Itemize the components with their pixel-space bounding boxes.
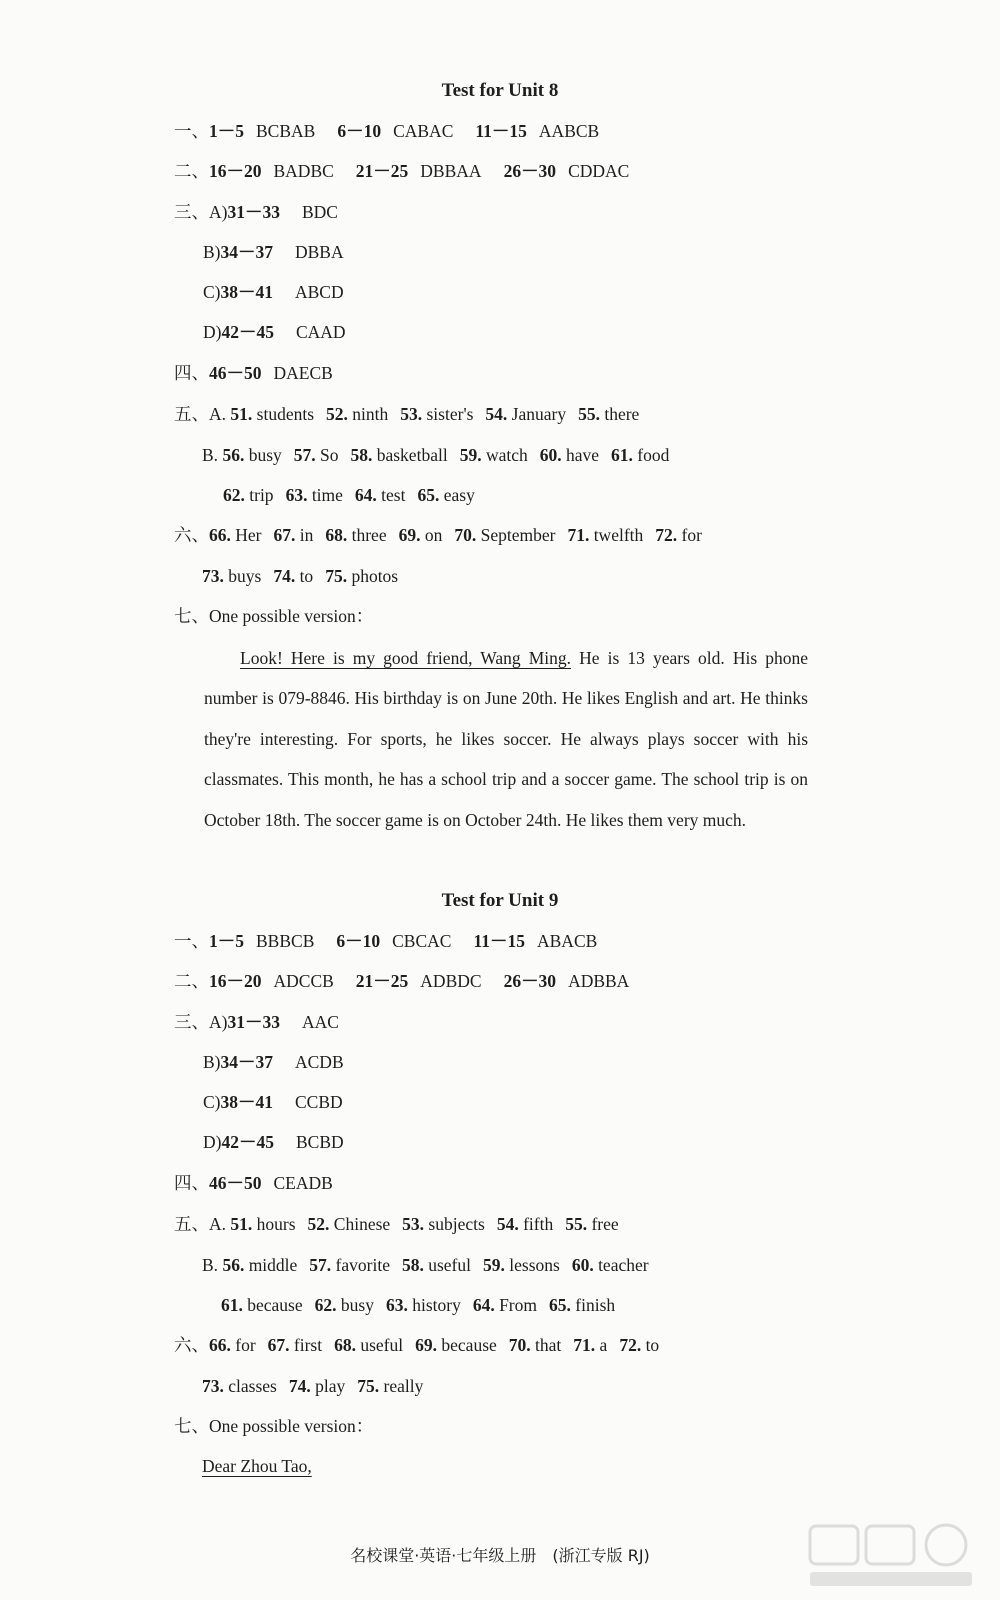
unit8-essay (204, 638, 808, 840)
unit9-letter-salutation: Dear Zhou Tao, (202, 1456, 312, 1476)
unit9-section3-a: 三、A)31－33 AAC (174, 1012, 339, 1032)
unit9-section3-b: B)34－37 ACDB (203, 1052, 344, 1072)
unit8-section5-line3: 62. trip 63. time 64. test 65. easy (223, 485, 475, 505)
unit9-section7-label: 七、One possible version： (174, 1416, 374, 1436)
unit8-section3-d: D)42－45 CAAD (203, 322, 346, 342)
unit8-section3-c: C)38－41 ABCD (203, 282, 344, 302)
page-footer: 名校课堂·英语·七年级上册 (浙江专版 RJ) (350, 1546, 650, 1565)
unit9-title: Test for Unit 9 (441, 890, 559, 911)
unit8-section2: 二、16－20 BADBC 21－25 DBBAA 26－30 CDDAC (174, 161, 630, 181)
unit9-section5-line3: 61. because 62. busy 63. history 64. From 65. finish (221, 1295, 616, 1315)
unit8-section5-line1: 五、A. 51. students 52. ninth 53. sister's 54. January 55. there (174, 404, 640, 424)
unit8-section3-b: B)34－37 DBBA (203, 242, 344, 262)
unit9-section5-line2: B. 56. middle 57. favorite 58. useful 59. lessons 60. teacher (202, 1255, 649, 1275)
unit9-section6-line2: 73. classes 74. play 75. really (202, 1376, 424, 1396)
unit8-section6-line1: 六、66. Her 67. in 68. three 69. on 70. September 71. twelfth 72. for (174, 525, 702, 545)
unit8-section4: 四、46－50 DAECB (174, 363, 333, 383)
unit9-section4: 四、46－50 CEADB (174, 1173, 333, 1193)
unit8-section1: 一、1－5 BCBAB 6－10 CABAC 11－15 AABCB (174, 121, 600, 141)
unit8-title: Test for Unit 8 (441, 80, 559, 101)
unit8-section5-line2: B. 56. busy 57. So 58. basketball 59. watch 60. have 61. food (202, 445, 670, 465)
unit9-section6-line1: 六、66. for 67. first 68. useful 69. because 70. that 71. a 72. to (174, 1335, 660, 1355)
unit9-section1: 一、1－5 BBBCB 6－10 CBCAC 11－15 ABACB (174, 931, 598, 951)
unit8-section7-label: 七、One possible version： (174, 606, 374, 626)
unit8-section6-line2: 73. buys 74. to 75. photos (202, 566, 399, 586)
unit9-section2: 二、16－20 ADCCB 21－25 ADBDC 26－30 ADBBA (174, 971, 630, 991)
unit9-section5-line1: 五、A. 51. hours 52. Chinese 53. subjects 54. fifth 55. free (174, 1214, 619, 1234)
watermark-logo-icon (806, 1520, 976, 1590)
essay-first-sentence: Look! Here is my good friend, Wang Ming. (240, 648, 571, 668)
unit9-section3-c: C)38－41 CCBD (203, 1092, 343, 1112)
unit9-section3-d: D)42－45 BCBD (203, 1132, 344, 1152)
essay-body: He is 13 years old. His phone number is 079-8846. His birthday is on June 20th. He likes English and art. He thinks they're interesting. For sports, he likes soccer. He always plays soccer with his classmates. This month, he has a school trip and a soccer game. The school trip is on October 18th. The soccer game is on October 24th. He likes them very much. (204, 648, 808, 830)
unit8-section3-a: 三、A)31－33 BDC (174, 202, 338, 222)
